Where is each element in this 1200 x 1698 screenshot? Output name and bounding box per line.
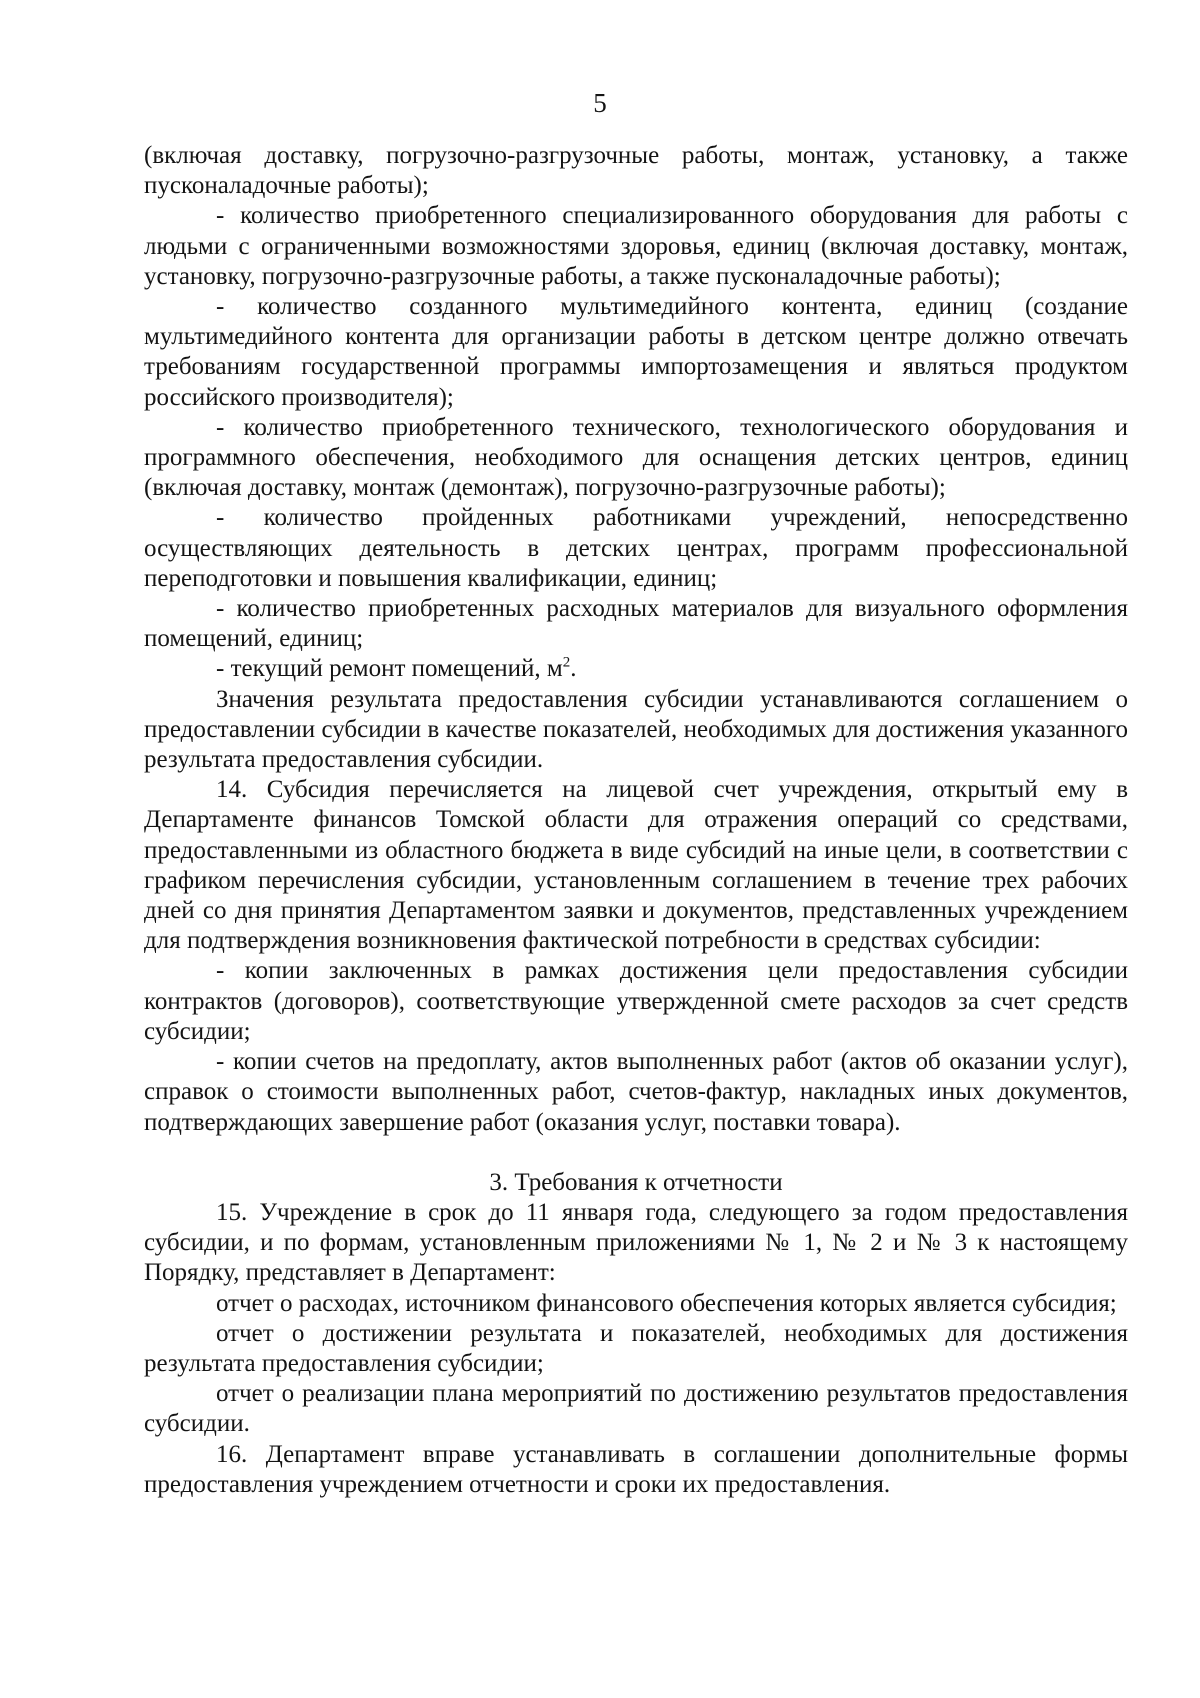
document-body: [144, 141, 1128, 1500]
list-item: - количество приобретенного технического, технологического оборудования и программного обеспечения, необходимого для оснащения детских центров, единиц (включая доставку, монтаж (демонтаж), погрузочно-разгрузочные работы);: [144, 413, 1128, 502]
report-item: отчет о реализации плана мероприятий по достижению результатов предоставления субсидии.: [144, 1380, 1128, 1438]
list-item: - количество созданного мультимедийного контента, единиц (создание мультимедийного контента для организации работы в детском центре должно отвечать требованиям государственной программы импортозамещения и являться продуктом российского производителя);: [144, 293, 1128, 411]
repair-text: - текущий ремонт помещений, м: [216, 655, 563, 683]
list-item: - количество приобретенного специализированного оборудования для работы с людьми с ограниченными возможностями здоровья, единиц (включая доставку, монтаж, установку, погрузочно-разгрузочные работы, а также пусконаладочные работы);: [144, 202, 1128, 290]
paragraph: (включая доставку, погрузочно-разгрузочные работы, монтаж, установку, а также пусконаладочные работы);: [144, 142, 1128, 200]
paragraph-15: 15. Учреждение в срок до 11 января года, следующего за годом предоставления субсидии, и по формам, установленным приложениями № 1, № 2 и № 3 к настоящему Порядку, представляет в Департамент:: [144, 1198, 1128, 1287]
report-item: отчет о расходах, источником финансового обеспечения которых является субсидия;: [216, 1289, 1117, 1317]
repair-end: .: [570, 655, 577, 683]
list-item: - копии заключенных в рамках достижения цели предоставления субсидии контрактов (договоров), соответствующие утвержденной смете расходов за счет средств субсидии;: [144, 957, 1128, 1045]
square-superscript: 2: [562, 655, 571, 672]
list-item: - количество приобретенных расходных материалов для визуального оформления помещений, единиц;: [144, 595, 1128, 653]
page-number: 5: [593, 88, 607, 118]
list-item: - копии счетов на предоплату, актов выполненных работ (актов об оказании услуг), справок о стоимости выполненных работ, счетов-фактур, накладных иных документов, подтверждающих завершение работ (оказания услуг, поставки товара).: [144, 1048, 1128, 1136]
report-item: отчет о достижении результата и показателей, необходимых для достижения результата предоставления субсидии;: [144, 1319, 1128, 1377]
paragraph: Значения результата предоставления субсидии устанавливаются соглашением о предоставлении субсидии в качестве показателей, необходимых для достижения указанного результата предоставления субсидии.: [144, 685, 1128, 774]
section-heading: 3. Требования к отчетности: [489, 1168, 783, 1196]
paragraph-16: 16. Департамент вправе устанавливать в соглашении дополнительные формы предоставления учреждением отчетности и сроки их предоставления.: [144, 1440, 1128, 1498]
list-item-repair: [144, 654, 1128, 684]
list-item: - количество пройденных работниками учреждений, непосредственно осуществляющих деятельность в детских центрах, программ профессиональной переподготовки и повышения квалификации, единиц;: [144, 504, 1128, 592]
paragraph-14: 14. Субсидия перечисляется на лицевой счет учреждения, открытый ему в Департаменте финансов Томской области для отражения операций со средствами, предоставленными из областного бюджета в виде субсидий на иные цели, в соответствии с графиком перечисления субсидии, установленным соглашением в течение трех рабочих дней со дня принятия Департаментом заявки и документов, представленных учреждением для подтверждения возникновения фактической потребности в средствах субсидии:: [144, 776, 1128, 955]
